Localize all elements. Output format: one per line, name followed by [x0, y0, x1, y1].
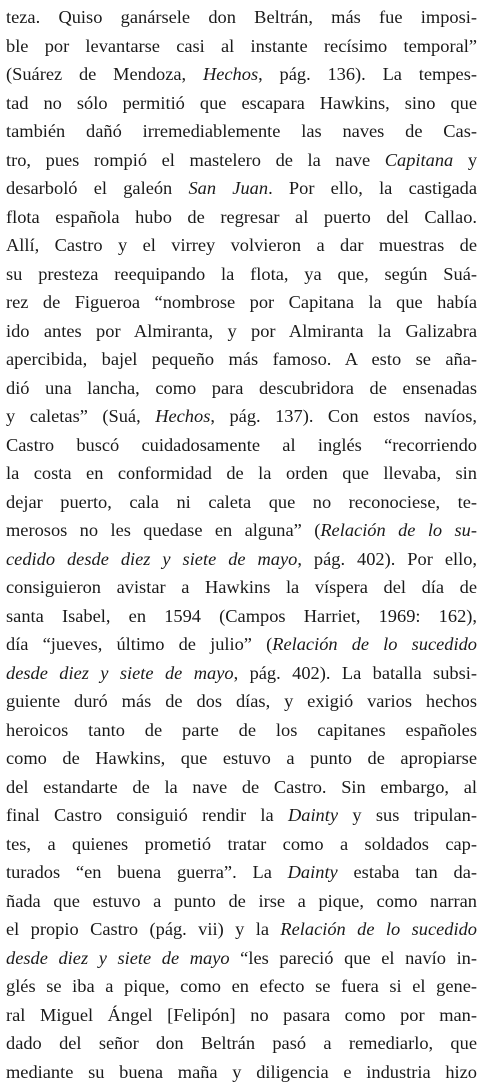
text-run: merosos no les quedase en alguna” ( — [6, 520, 320, 540]
text-line — [6, 288, 477, 317]
text-run: heroicos tanto de parte de los capitanes españoles — [6, 720, 477, 740]
document-page — [6, 3, 477, 1086]
text-line — [6, 545, 477, 574]
text-line — [6, 972, 477, 1001]
text-line — [6, 345, 477, 374]
body-text — [6, 3, 477, 1086]
text-run: y — [453, 150, 477, 170]
text-run: y sus tripulan- — [338, 805, 477, 825]
text-line — [6, 716, 477, 745]
text-run: estaba tan da- — [338, 862, 477, 882]
text-line — [6, 915, 477, 944]
text-run: tro, pues rompió el mastelero de la nave — [6, 150, 385, 170]
text-line — [6, 744, 477, 773]
text-run: , pág. 136). La tempes- — [258, 64, 477, 84]
text-line — [6, 260, 477, 289]
text-run: y caletas” (Suá, — [6, 406, 155, 426]
text-line — [6, 858, 477, 887]
text-line — [6, 773, 477, 802]
italic-text: cedido desde diez y siete de mayo — [6, 549, 297, 569]
text-run: tes, a quienes prometió tratar como a soldados cap- — [6, 834, 477, 854]
text-run: mediante su buena maña y diligencia e industria hizo — [6, 1062, 477, 1082]
text-run: . Por ello, la castigada — [268, 178, 477, 198]
text-run: , pág. 402). La batalla subsi- — [234, 663, 477, 683]
text-run: desarboló el galeón — [6, 178, 188, 198]
text-run: “les pareció que el navío in- — [230, 948, 477, 968]
text-line — [6, 602, 477, 631]
text-run: apercibida, bajel pequeño más famoso. A esto se aña- — [6, 349, 477, 369]
text-line — [6, 1029, 477, 1058]
text-line — [6, 431, 477, 460]
text-run: santa Isabel, en 1594 (Campos Harriet, 1969: 162), — [6, 606, 477, 626]
text-line — [6, 659, 477, 688]
text-run: rez de Figueroa “nombrose por Capitana la que había — [6, 292, 477, 312]
text-run: final Castro consiguió rendir la — [6, 805, 288, 825]
text-run: ñada que estuvo a punto de irse a pique, como narran — [6, 891, 477, 911]
text-run: , pág. 137). Con estos navíos, — [210, 406, 477, 426]
text-run: del estandarte de la nave de Castro. Sin embargo, al — [6, 777, 477, 797]
text-run: como de Hawkins, que estuvo a punto de apropiarse — [6, 748, 477, 768]
text-line — [6, 146, 477, 175]
text-line — [6, 687, 477, 716]
text-run: glés se iba a pique, como en efecto se fuera si el gene- — [6, 976, 477, 996]
text-run: teza. Quiso ganársele don Beltrán, más fue imposi- — [6, 7, 477, 27]
text-run: también dañó irremediablemente las naves de Cas- — [6, 121, 477, 141]
text-line — [6, 89, 477, 118]
text-run: , pág. 402). Por ello, — [297, 549, 477, 569]
text-run: ido antes por Almiranta, y por Almiranta la Galizabra — [6, 321, 477, 341]
text-line — [6, 488, 477, 517]
text-run: día “jueves, último de julio” ( — [6, 634, 272, 654]
text-line — [6, 1058, 477, 1086]
italic-text: Hechos — [155, 406, 210, 426]
text-run: Allí, Castro y el virrey volvieron a dar muestras de — [6, 235, 477, 255]
text-run: ble por levantarse casi al instante recísimo temporal” — [6, 36, 477, 56]
text-line — [6, 317, 477, 346]
text-run: su presteza reequipando la flota, ya que, según Suá- — [6, 264, 477, 284]
text-run: dejar puerto, cala ni caleta que no reconociese, te- — [6, 492, 477, 512]
italic-text: Relación de lo su- — [320, 520, 477, 540]
text-line — [6, 516, 477, 545]
text-line — [6, 944, 477, 973]
italic-text: San Juan — [188, 178, 268, 198]
text-line — [6, 630, 477, 659]
italic-text: Hechos — [203, 64, 258, 84]
text-line — [6, 117, 477, 146]
text-run: ral Miguel Ángel [Felipón] no pasara como por man- — [6, 1005, 477, 1025]
text-run: turados “en buena guerra”. La — [6, 862, 288, 882]
italic-text: desde diez y siete de mayo — [6, 948, 230, 968]
text-line — [6, 3, 477, 32]
text-run: dado del señor don Beltrán pasó a remediarlo, que — [6, 1033, 477, 1053]
text-run: tad no sólo permitió que escapara Hawkins, sino que — [6, 93, 477, 113]
italic-text: desde diez y siete de mayo — [6, 663, 234, 683]
italic-text: Capitana — [385, 150, 453, 170]
text-line — [6, 459, 477, 488]
text-run: el propio Castro (pág. vii) y la — [6, 919, 280, 939]
text-line — [6, 60, 477, 89]
italic-text: Relación de lo sucedido — [280, 919, 477, 939]
text-line — [6, 1001, 477, 1030]
text-line — [6, 830, 477, 859]
text-line — [6, 573, 477, 602]
text-run: (Suárez de Mendoza, — [6, 64, 203, 84]
text-run: flota española hubo de regresar al puerto del Callao. — [6, 207, 477, 227]
text-run: Castro buscó cuidadosamente al inglés “recorriendo — [6, 435, 477, 455]
text-line — [6, 402, 477, 431]
italic-text: Dainty — [288, 862, 338, 882]
text-line — [6, 203, 477, 232]
text-line — [6, 174, 477, 203]
text-line — [6, 231, 477, 260]
text-run: consiguieron avistar a Hawkins la víspera del día de — [6, 577, 477, 597]
text-line — [6, 887, 477, 916]
text-line — [6, 32, 477, 61]
text-run: la costa en conformidad de la orden que llevaba, sin — [6, 463, 477, 483]
text-line — [6, 374, 477, 403]
text-run: guiente duró más de dos días, y exigió varios hechos — [6, 691, 477, 711]
italic-text: Dainty — [288, 805, 338, 825]
italic-text: Relación de lo sucedido — [272, 634, 477, 654]
text-run: dió una lancha, como para descubridora de ensenadas — [6, 378, 477, 398]
text-line — [6, 801, 477, 830]
